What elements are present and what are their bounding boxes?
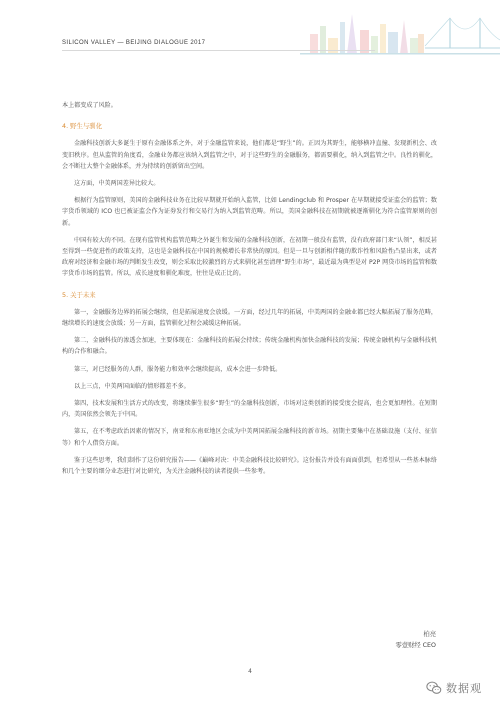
signature-title: 零壹财经 CEO <box>395 642 436 649</box>
article-body <box>62 100 437 483</box>
wechat-icon <box>425 679 443 697</box>
watermark <box>425 678 482 698</box>
signature-block <box>395 629 436 651</box>
paragraph: 第一，金融服务边界的拓展会继续，但是拓展速度会放缓。一方面，经过几年的拓展，中美两国的金融业都已经大幅拓展了服务范畴，继续增长的速度会放缓；另一方面，监管驯化过程会减缓这种拓展。 <box>62 308 437 328</box>
signature-name: 柏亮 <box>423 631 436 638</box>
paragraph: 第五，在不考虑政治因素的情况下，南亚和东南亚地区会成为中美两国拓展金融科技的新市场。初期主要集中在基础设施（支付、征信等）和个人借贷方面。 <box>62 428 437 447</box>
section-heading: 5. 关于未来 <box>62 290 96 299</box>
paragraph: 第二，金融科技的渗透会加速，主要体现在：金融科技的拓展会持续；传统金融机构加快金融科技的发展；传统金融机构与金融科技机构的合作和融合。 <box>62 337 437 356</box>
paragraph: 金融科技创新大多诞生于原有金融体系之外，对于金融监管来说，他们都是“野生”的。正因为其野生，能够横冲直撞、发现新机会、改变旧秩序。但从监管的角度看，金融业务都应该纳入到监管之中，对于这些野生的金融服务，都需要驯化，纳入到监管之中。良性的驯化，会不断壮大整个金融体系，并为持续的创新留出空间。 <box>62 140 437 170</box>
page-number: 4 <box>248 668 252 675</box>
paragraph: 以上三点，中美两国面临的情形都差不多。 <box>74 382 190 390</box>
header-title: SILICON VALLEY — BEIJING DIALOGUE 2017 <box>62 40 206 46</box>
paragraph: 根据行为监管原则，美国的金融科技业务在比较早期就开始纳入监管，比如 Lendingclub 和 Prosper 在早期就接受证监会的监管；数字货币领域的 ICO 也已被证监会作为证券发行和交易行为纳入到监管范畴。所以，美国金融科技在初期就被逐渐驯化为符合监管原则的创新。 <box>62 197 437 227</box>
watermark-text: 数据观 <box>446 682 482 695</box>
paragraph: 第四，技术发展和生活方式的改变，将继续催生很多“野生”的金融科技创新，市场对这类创新的接受度会提高，也会更加理性。在短期内，美国依然会领先于中国。 <box>62 400 437 419</box>
header-divider <box>62 50 375 51</box>
paragraph: 鉴于这些思考，我们制作了这份研究报告——《巅峰对决：中美金融科技比较研究》。这份报告并没有面面俱到，但希望从一些基本脉络和几个主要的细分业态进行对比研究，为关注金融科技的读者提供一些参考。 <box>62 456 437 476</box>
paragraph: 这方面，中美两国差异比较大。 <box>74 180 160 188</box>
paragraph: 本上都变成了风险。 <box>62 102 117 109</box>
paragraph: 第三，对已经服务的人群，服务能力和效率会继续提高，成本会进一步降低。 <box>74 365 282 373</box>
section-heading: 4. 野生与驯化 <box>62 122 103 131</box>
paragraph: 中国有较大的不同。在现有监管机构监管范畴之外诞生和发展的金融科技创新，在初期一般没有监管，没有政府部门来“认领”，相反甚至得到一些促进性的政策支持，这也是金融科技在中国的规模增长非常快的原因。但是一旦与创新相伴随的欺诈性和风险性凸显出来，或者政府对经济和金融市场的判断发生改变，则会采取比较激烈的方式来驯化甚至清理“野生市场”，最近最为典型是对 P2P 网贷市场的监管和数字货币市场的监管。所以，成长速度和驯化难度，往往是成正比的。 <box>62 236 437 278</box>
